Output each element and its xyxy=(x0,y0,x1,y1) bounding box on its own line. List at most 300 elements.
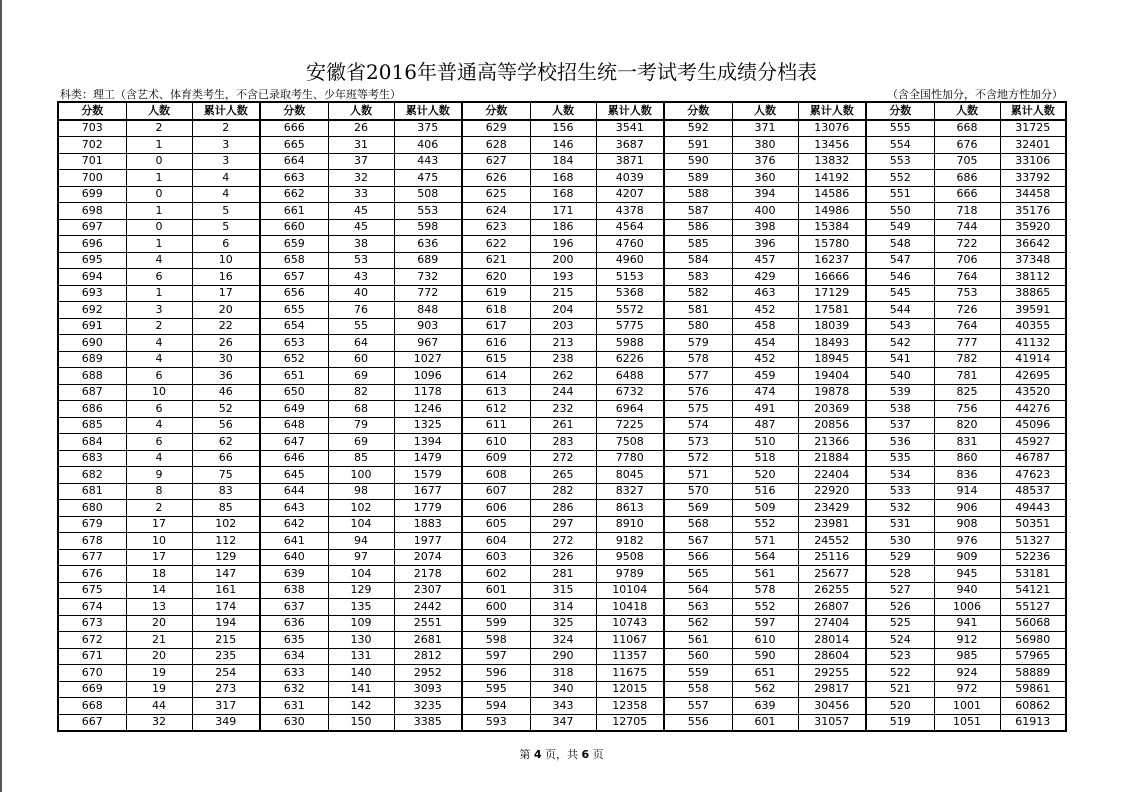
table-cell: 232 xyxy=(530,401,596,418)
table-cell: 21366 xyxy=(798,434,866,451)
table-cell: 254 xyxy=(192,665,260,682)
table-cell: 613 xyxy=(462,384,530,401)
table-cell: 914 xyxy=(934,483,1000,500)
table-cell: 616 xyxy=(462,335,530,352)
table-cell: 3093 xyxy=(394,681,462,698)
table-cell: 583 xyxy=(664,269,732,286)
table-cell: 619 xyxy=(462,285,530,302)
table-cell: 186 xyxy=(530,219,596,236)
table-cell: 658 xyxy=(260,252,328,269)
table-cell: 508 xyxy=(394,186,462,203)
table-cell: 573 xyxy=(664,434,732,451)
table-cell: 168 xyxy=(530,170,596,187)
table-cell: 682 xyxy=(58,467,126,484)
table-cell: 16666 xyxy=(798,269,866,286)
table-cell: 575 xyxy=(664,401,732,418)
table-row xyxy=(58,170,1066,187)
table-cell: 677 xyxy=(58,549,126,566)
table-cell: 652 xyxy=(260,351,328,368)
table-cell: 702 xyxy=(58,137,126,154)
table-cell: 17 xyxy=(192,285,260,302)
table-cell: 672 xyxy=(58,632,126,649)
table-cell: 272 xyxy=(530,450,596,467)
table-cell: 1677 xyxy=(394,483,462,500)
table-cell: 11067 xyxy=(596,632,664,649)
table-cell: 168 xyxy=(530,186,596,203)
table-row xyxy=(58,500,1066,517)
table-cell: 675 xyxy=(58,582,126,599)
table-cell: 689 xyxy=(394,252,462,269)
table-cell: 641 xyxy=(260,533,328,550)
table-cell: 559 xyxy=(664,665,732,682)
table-cell: 756 xyxy=(934,401,1000,418)
table-cell: 8045 xyxy=(596,467,664,484)
column-header: 累计人数 xyxy=(1000,102,1066,120)
table-cell: 58889 xyxy=(1000,665,1066,682)
table-cell: 550 xyxy=(866,203,934,220)
table-cell: 537 xyxy=(866,417,934,434)
table-cell: 647 xyxy=(260,434,328,451)
table-cell: 544 xyxy=(866,302,934,319)
table-cell: 33792 xyxy=(1000,170,1066,187)
table-cell: 459 xyxy=(732,368,798,385)
table-cell: 701 xyxy=(58,153,126,170)
column-header: 人数 xyxy=(126,102,192,120)
table-cell: 976 xyxy=(934,533,1000,550)
table-cell: 571 xyxy=(732,533,798,550)
column-header: 分数 xyxy=(866,102,934,120)
table-cell: 680 xyxy=(58,500,126,517)
table-cell: 549 xyxy=(866,219,934,236)
table-cell: 581 xyxy=(664,302,732,319)
table-cell: 28604 xyxy=(798,648,866,665)
table-cell: 375 xyxy=(394,120,462,137)
table-cell: 657 xyxy=(260,269,328,286)
table-cell: 659 xyxy=(260,236,328,253)
table-cell: 533 xyxy=(866,483,934,500)
table-cell: 53181 xyxy=(1000,566,1066,583)
table-cell: 518 xyxy=(732,450,798,467)
table-cell: 4960 xyxy=(596,252,664,269)
table-cell: 53 xyxy=(328,252,394,269)
table-cell: 463 xyxy=(732,285,798,302)
page-footer xyxy=(0,746,1123,762)
column-header: 分数 xyxy=(58,102,126,120)
table-cell: 666 xyxy=(260,120,328,137)
table-cell: 686 xyxy=(934,170,1000,187)
table-cell: 102 xyxy=(328,500,394,517)
table-cell: 563 xyxy=(664,599,732,616)
table-cell: 129 xyxy=(192,549,260,566)
table-cell: 521 xyxy=(866,681,934,698)
table-cell: 26807 xyxy=(798,599,866,616)
table-row xyxy=(58,533,1066,550)
table-cell: 56068 xyxy=(1000,615,1066,632)
table-cell: 631 xyxy=(260,698,328,715)
table-cell: 135 xyxy=(328,599,394,616)
table-cell: 16237 xyxy=(798,252,866,269)
table-cell: 924 xyxy=(934,665,1000,682)
table-cell: 663 xyxy=(260,170,328,187)
table-cell: 551 xyxy=(866,186,934,203)
table-cell: 286 xyxy=(530,500,596,517)
table-cell: 591 xyxy=(664,137,732,154)
table-cell: 820 xyxy=(934,417,1000,434)
table-cell: 629 xyxy=(462,120,530,137)
table-cell: 0 xyxy=(126,186,192,203)
table-cell: 628 xyxy=(462,137,530,154)
table-cell: 555 xyxy=(866,120,934,137)
table-cell: 22920 xyxy=(798,483,866,500)
table-cell: 396 xyxy=(732,236,798,253)
table-cell: 11675 xyxy=(596,665,664,682)
table-cell: 561 xyxy=(732,566,798,583)
table-cell: 654 xyxy=(260,318,328,335)
table-cell: 475 xyxy=(394,170,462,187)
table-cell: 726 xyxy=(934,302,1000,319)
table-cell: 535 xyxy=(866,450,934,467)
table-cell: 732 xyxy=(394,269,462,286)
table-cell: 17 xyxy=(126,549,192,566)
table-cell: 33 xyxy=(328,186,394,203)
table-cell: 640 xyxy=(260,549,328,566)
table-cell: 985 xyxy=(934,648,1000,665)
table-cell: 52236 xyxy=(1000,549,1066,566)
table-cell: 7780 xyxy=(596,450,664,467)
table-cell: 676 xyxy=(58,566,126,583)
table-cell: 406 xyxy=(394,137,462,154)
table-cell: 6964 xyxy=(596,401,664,418)
table-cell: 30456 xyxy=(798,698,866,715)
table-cell: 200 xyxy=(530,252,596,269)
table-cell: 142 xyxy=(328,698,394,715)
table-cell: 38865 xyxy=(1000,285,1066,302)
table-cell: 8327 xyxy=(596,483,664,500)
table-cell: 681 xyxy=(58,483,126,500)
table-cell: 1246 xyxy=(394,401,462,418)
table-cell: 1096 xyxy=(394,368,462,385)
table-cell: 215 xyxy=(530,285,596,302)
table-row xyxy=(58,599,1066,616)
table-cell: 193 xyxy=(530,269,596,286)
table-row xyxy=(58,285,1066,302)
table-cell: 651 xyxy=(732,665,798,682)
table-cell: 215 xyxy=(192,632,260,649)
table-cell: 529 xyxy=(866,549,934,566)
table-cell: 578 xyxy=(732,582,798,599)
table-row xyxy=(58,351,1066,368)
table-cell: 5153 xyxy=(596,269,664,286)
table-cell: 452 xyxy=(732,351,798,368)
table-cell: 454 xyxy=(732,335,798,352)
table-cell: 109 xyxy=(328,615,394,632)
table-cell: 562 xyxy=(664,615,732,632)
table-cell: 318 xyxy=(530,665,596,682)
table-cell: 668 xyxy=(934,120,1000,137)
table-cell: 718 xyxy=(934,203,1000,220)
column-header: 累计人数 xyxy=(394,102,462,120)
table-cell: 618 xyxy=(462,302,530,319)
table-cell: 203 xyxy=(530,318,596,335)
table-cell: 972 xyxy=(934,681,1000,698)
table-cell: 283 xyxy=(530,434,596,451)
table-header-row xyxy=(58,102,1066,120)
table-cell: 146 xyxy=(530,137,596,154)
table-cell: 6 xyxy=(192,236,260,253)
table-cell: 509 xyxy=(732,500,798,517)
table-cell: 542 xyxy=(866,335,934,352)
table-cell: 349 xyxy=(192,714,260,731)
table-cell: 457 xyxy=(732,252,798,269)
table-cell: 48537 xyxy=(1000,483,1066,500)
table-cell: 698 xyxy=(58,203,126,220)
table-cell: 452 xyxy=(732,302,798,319)
table-cell: 9508 xyxy=(596,549,664,566)
table-cell: 2681 xyxy=(394,632,462,649)
table-cell: 290 xyxy=(530,648,596,665)
table-cell: 3871 xyxy=(596,153,664,170)
table-cell: 23981 xyxy=(798,516,866,533)
table-cell: 6 xyxy=(126,269,192,286)
table-cell: 27404 xyxy=(798,615,866,632)
table-cell: 1479 xyxy=(394,450,462,467)
table-cell: 621 xyxy=(462,252,530,269)
table-cell: 13076 xyxy=(798,120,866,137)
table-cell: 12705 xyxy=(596,714,664,731)
table-cell: 398 xyxy=(732,219,798,236)
table-cell: 46 xyxy=(192,384,260,401)
table-cell: 3 xyxy=(192,137,260,154)
table-cell: 860 xyxy=(934,450,1000,467)
table-row xyxy=(58,483,1066,500)
table-cell: 612 xyxy=(462,401,530,418)
table-cell: 532 xyxy=(866,500,934,517)
table-cell: 22404 xyxy=(798,467,866,484)
table-cell: 2178 xyxy=(394,566,462,583)
table-cell: 825 xyxy=(934,384,1000,401)
table-cell: 562 xyxy=(732,681,798,698)
table-cell: 380 xyxy=(732,137,798,154)
table-cell: 540 xyxy=(866,368,934,385)
table-cell: 104 xyxy=(328,566,394,583)
table-cell: 262 xyxy=(530,368,596,385)
table-row xyxy=(58,186,1066,203)
table-cell: 24552 xyxy=(798,533,866,550)
table-row xyxy=(58,401,1066,418)
table-cell: 281 xyxy=(530,566,596,583)
table-cell: 60 xyxy=(328,351,394,368)
table-cell: 272 xyxy=(530,533,596,550)
table-cell: 21 xyxy=(126,632,192,649)
table-cell: 626 xyxy=(462,170,530,187)
table-row xyxy=(58,203,1066,220)
table-cell: 20 xyxy=(126,615,192,632)
table-cell: 596 xyxy=(462,665,530,682)
table-cell: 564 xyxy=(732,549,798,566)
table-cell: 689 xyxy=(58,351,126,368)
table-cell: 590 xyxy=(732,648,798,665)
table-cell: 104 xyxy=(328,516,394,533)
table-cell: 9789 xyxy=(596,566,664,583)
table-cell: 14586 xyxy=(798,186,866,203)
column-header: 累计人数 xyxy=(798,102,866,120)
table-cell: 553 xyxy=(866,153,934,170)
table-row xyxy=(58,252,1066,269)
table-cell: 2307 xyxy=(394,582,462,599)
table-cell: 443 xyxy=(394,153,462,170)
table-cell: 184 xyxy=(530,153,596,170)
table-cell: 47623 xyxy=(1000,467,1066,484)
table-cell: 9182 xyxy=(596,533,664,550)
table-row xyxy=(58,681,1066,698)
table-cell: 2551 xyxy=(394,615,462,632)
table-cell: 705 xyxy=(934,153,1000,170)
table-cell: 1883 xyxy=(394,516,462,533)
table-cell: 112 xyxy=(192,533,260,550)
table-cell: 580 xyxy=(664,318,732,335)
table-cell: 565 xyxy=(664,566,732,583)
table-cell: 636 xyxy=(394,236,462,253)
table-cell: 10 xyxy=(126,533,192,550)
score-distribution-table xyxy=(57,101,1067,732)
table-cell: 83 xyxy=(192,483,260,500)
table-cell: 36642 xyxy=(1000,236,1066,253)
table-cell: 4 xyxy=(126,335,192,352)
table-cell: 691 xyxy=(58,318,126,335)
table-cell: 7508 xyxy=(596,434,664,451)
table-cell: 683 xyxy=(58,450,126,467)
table-cell: 340 xyxy=(530,681,596,698)
table-row xyxy=(58,269,1066,286)
table-cell: 645 xyxy=(260,467,328,484)
table-cell: 578 xyxy=(664,351,732,368)
table-cell: 85 xyxy=(328,450,394,467)
table-cell: 688 xyxy=(58,368,126,385)
table-cell: 2 xyxy=(192,120,260,137)
table-cell: 665 xyxy=(260,137,328,154)
table-cell: 690 xyxy=(58,335,126,352)
table-cell: 607 xyxy=(462,483,530,500)
table-cell: 39591 xyxy=(1000,302,1066,319)
table-cell: 836 xyxy=(934,467,1000,484)
table-cell: 1027 xyxy=(394,351,462,368)
table-cell: 174 xyxy=(192,599,260,616)
table-cell: 678 xyxy=(58,533,126,550)
table-cell: 661 xyxy=(260,203,328,220)
table-cell: 140 xyxy=(328,665,394,682)
table-cell: 609 xyxy=(462,450,530,467)
table-cell: 625 xyxy=(462,186,530,203)
table-cell: 600 xyxy=(462,599,530,616)
table-cell: 28014 xyxy=(798,632,866,649)
table-cell: 131 xyxy=(328,648,394,665)
table-cell: 18 xyxy=(126,566,192,583)
table-cell: 753 xyxy=(934,285,1000,302)
table-cell: 14986 xyxy=(798,203,866,220)
table-cell: 1178 xyxy=(394,384,462,401)
table-cell: 324 xyxy=(530,632,596,649)
table-cell: 524 xyxy=(866,632,934,649)
table-cell: 3 xyxy=(126,302,192,319)
table-cell: 552 xyxy=(732,599,798,616)
table-cell: 82 xyxy=(328,384,394,401)
table-cell: 586 xyxy=(664,219,732,236)
table-cell: 648 xyxy=(260,417,328,434)
table-cell: 102 xyxy=(192,516,260,533)
table-cell: 940 xyxy=(934,582,1000,599)
table-cell: 4 xyxy=(192,170,260,187)
table-cell: 32 xyxy=(328,170,394,187)
table-cell: 31725 xyxy=(1000,120,1066,137)
table-cell: 564 xyxy=(664,582,732,599)
table-cell: 644 xyxy=(260,483,328,500)
table-cell: 38 xyxy=(328,236,394,253)
table-cell: 679 xyxy=(58,516,126,533)
table-cell: 17581 xyxy=(798,302,866,319)
table-cell: 603 xyxy=(462,549,530,566)
table-cell: 552 xyxy=(866,170,934,187)
table-cell: 238 xyxy=(530,351,596,368)
table-cell: 587 xyxy=(664,203,732,220)
table-row xyxy=(58,302,1066,319)
table-cell: 650 xyxy=(260,384,328,401)
column-header: 人数 xyxy=(530,102,596,120)
table-cell: 213 xyxy=(530,335,596,352)
column-header: 人数 xyxy=(732,102,798,120)
table-cell: 69 xyxy=(328,434,394,451)
table-cell: 594 xyxy=(462,698,530,715)
table-cell: 20 xyxy=(192,302,260,319)
table-cell: 19 xyxy=(126,665,192,682)
table-cell: 623 xyxy=(462,219,530,236)
table-cell: 764 xyxy=(934,269,1000,286)
table-cell: 655 xyxy=(260,302,328,319)
table-cell: 945 xyxy=(934,566,1000,583)
table-cell: 56 xyxy=(192,417,260,434)
footer-prefix: 第 xyxy=(519,748,531,761)
table-cell: 782 xyxy=(934,351,1000,368)
table-cell: 13456 xyxy=(798,137,866,154)
table-cell: 394 xyxy=(732,186,798,203)
table-cell: 538 xyxy=(866,401,934,418)
table-cell: 604 xyxy=(462,533,530,550)
table-cell: 595 xyxy=(462,681,530,698)
table-cell: 79 xyxy=(328,417,394,434)
table-cell: 17129 xyxy=(798,285,866,302)
table-cell: 5775 xyxy=(596,318,664,335)
table-cell: 244 xyxy=(530,384,596,401)
table-cell: 906 xyxy=(934,500,1000,517)
table-cell: 38112 xyxy=(1000,269,1066,286)
table-cell: 651 xyxy=(260,368,328,385)
table-cell: 0 xyxy=(126,219,192,236)
table-cell: 670 xyxy=(58,665,126,682)
table-cell: 32401 xyxy=(1000,137,1066,154)
table-row xyxy=(58,434,1066,451)
table-cell: 667 xyxy=(58,714,126,731)
table-cell: 5 xyxy=(192,203,260,220)
table-cell: 31 xyxy=(328,137,394,154)
table-cell: 41132 xyxy=(1000,335,1066,352)
table-cell: 29255 xyxy=(798,665,866,682)
table-cell: 588 xyxy=(664,186,732,203)
table-cell: 26 xyxy=(192,335,260,352)
table-cell: 848 xyxy=(394,302,462,319)
table-cell: 297 xyxy=(530,516,596,533)
table-cell: 1006 xyxy=(934,599,1000,616)
table-cell: 653 xyxy=(260,335,328,352)
table-cell: 62 xyxy=(192,434,260,451)
